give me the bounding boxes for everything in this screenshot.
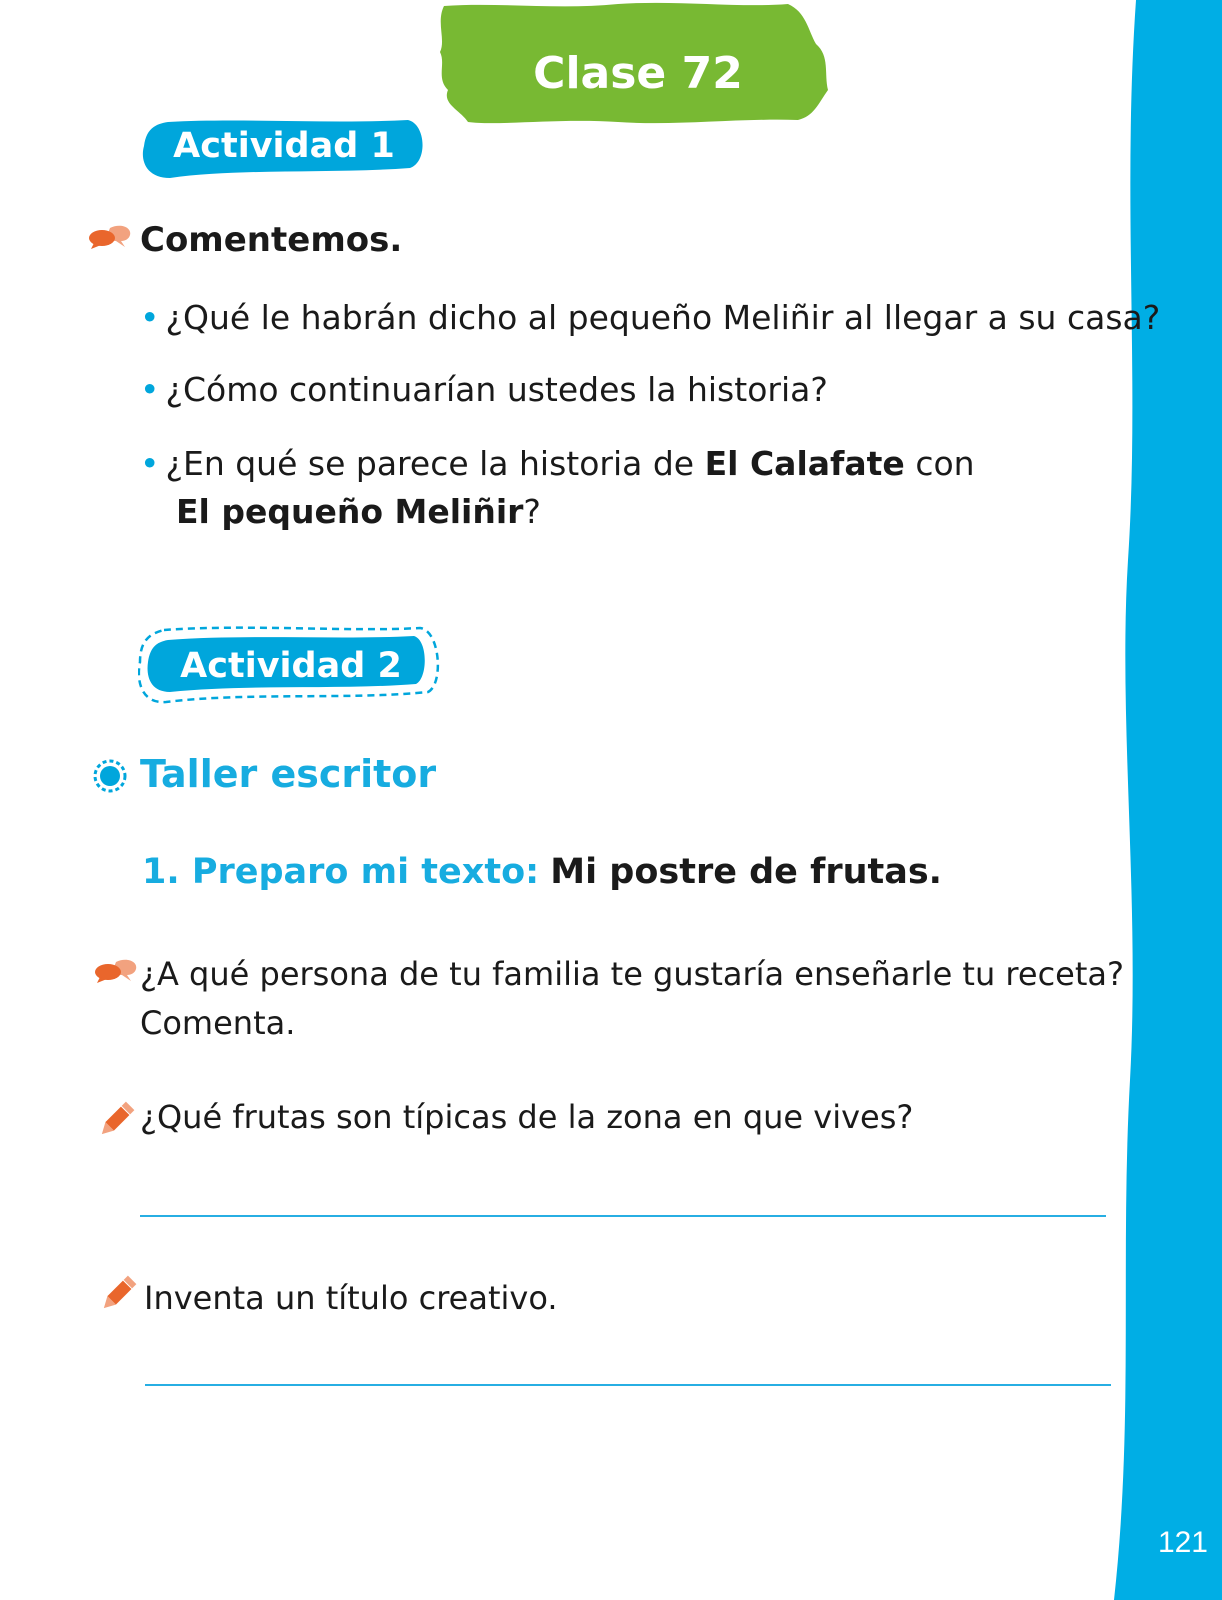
- step-1-line: [142, 852, 942, 892]
- question-2: • ¿Cómo continuarían ustedes la historia?: [140, 370, 828, 409]
- comentemos-heading: Comentemos.: [140, 220, 403, 260]
- pencil-icon: [96, 1100, 136, 1140]
- comment-question: ¿A qué persona de tu familia te gustaría enseñarle tu receta?: [140, 955, 1124, 993]
- comment-question-continuation: Comenta.: [140, 1004, 296, 1042]
- answer-line-1[interactable]: [140, 1215, 1106, 1217]
- class-title-tag: [438, 0, 838, 128]
- question-3: • ¿En qué se parece la historia de El Calafate con: [140, 444, 975, 483]
- question-3-continuation: El pequeño Meliñir?: [176, 492, 541, 531]
- write-question-2: Inventa un título creativo.: [144, 1279, 558, 1317]
- activity-1-badge: [140, 116, 428, 180]
- step-1-title: Mi postre de frutas.: [550, 852, 942, 892]
- speech-bubbles-icon: [94, 958, 138, 984]
- sun-gear-icon: [92, 758, 128, 794]
- speech-bubbles-icon: [88, 224, 132, 250]
- bullet-dot: •: [140, 444, 160, 483]
- activity-1-label: Actividad 1: [173, 126, 395, 166]
- activity-2-label: Actividad 2: [180, 646, 402, 686]
- answer-line-2[interactable]: [145, 1384, 1111, 1386]
- question-1: • ¿Qué le habrán dicho al pequeño Meliñir al llegar a su casa?: [140, 298, 1161, 337]
- bullet-dot: •: [140, 370, 160, 409]
- step-1-label: 1. Preparo mi texto:: [142, 852, 540, 892]
- page-number: 121: [1157, 1526, 1208, 1559]
- bullet-dot: •: [140, 298, 160, 337]
- taller-escritor-heading: Taller escritor: [140, 752, 437, 796]
- side-band: [1112, 0, 1222, 1600]
- class-title: Clase 72: [533, 48, 743, 99]
- activity-2-badge: [138, 626, 444, 708]
- pencil-icon: [98, 1274, 138, 1314]
- write-question-1: ¿Qué frutas son típicas de la zona en que vives?: [140, 1098, 914, 1136]
